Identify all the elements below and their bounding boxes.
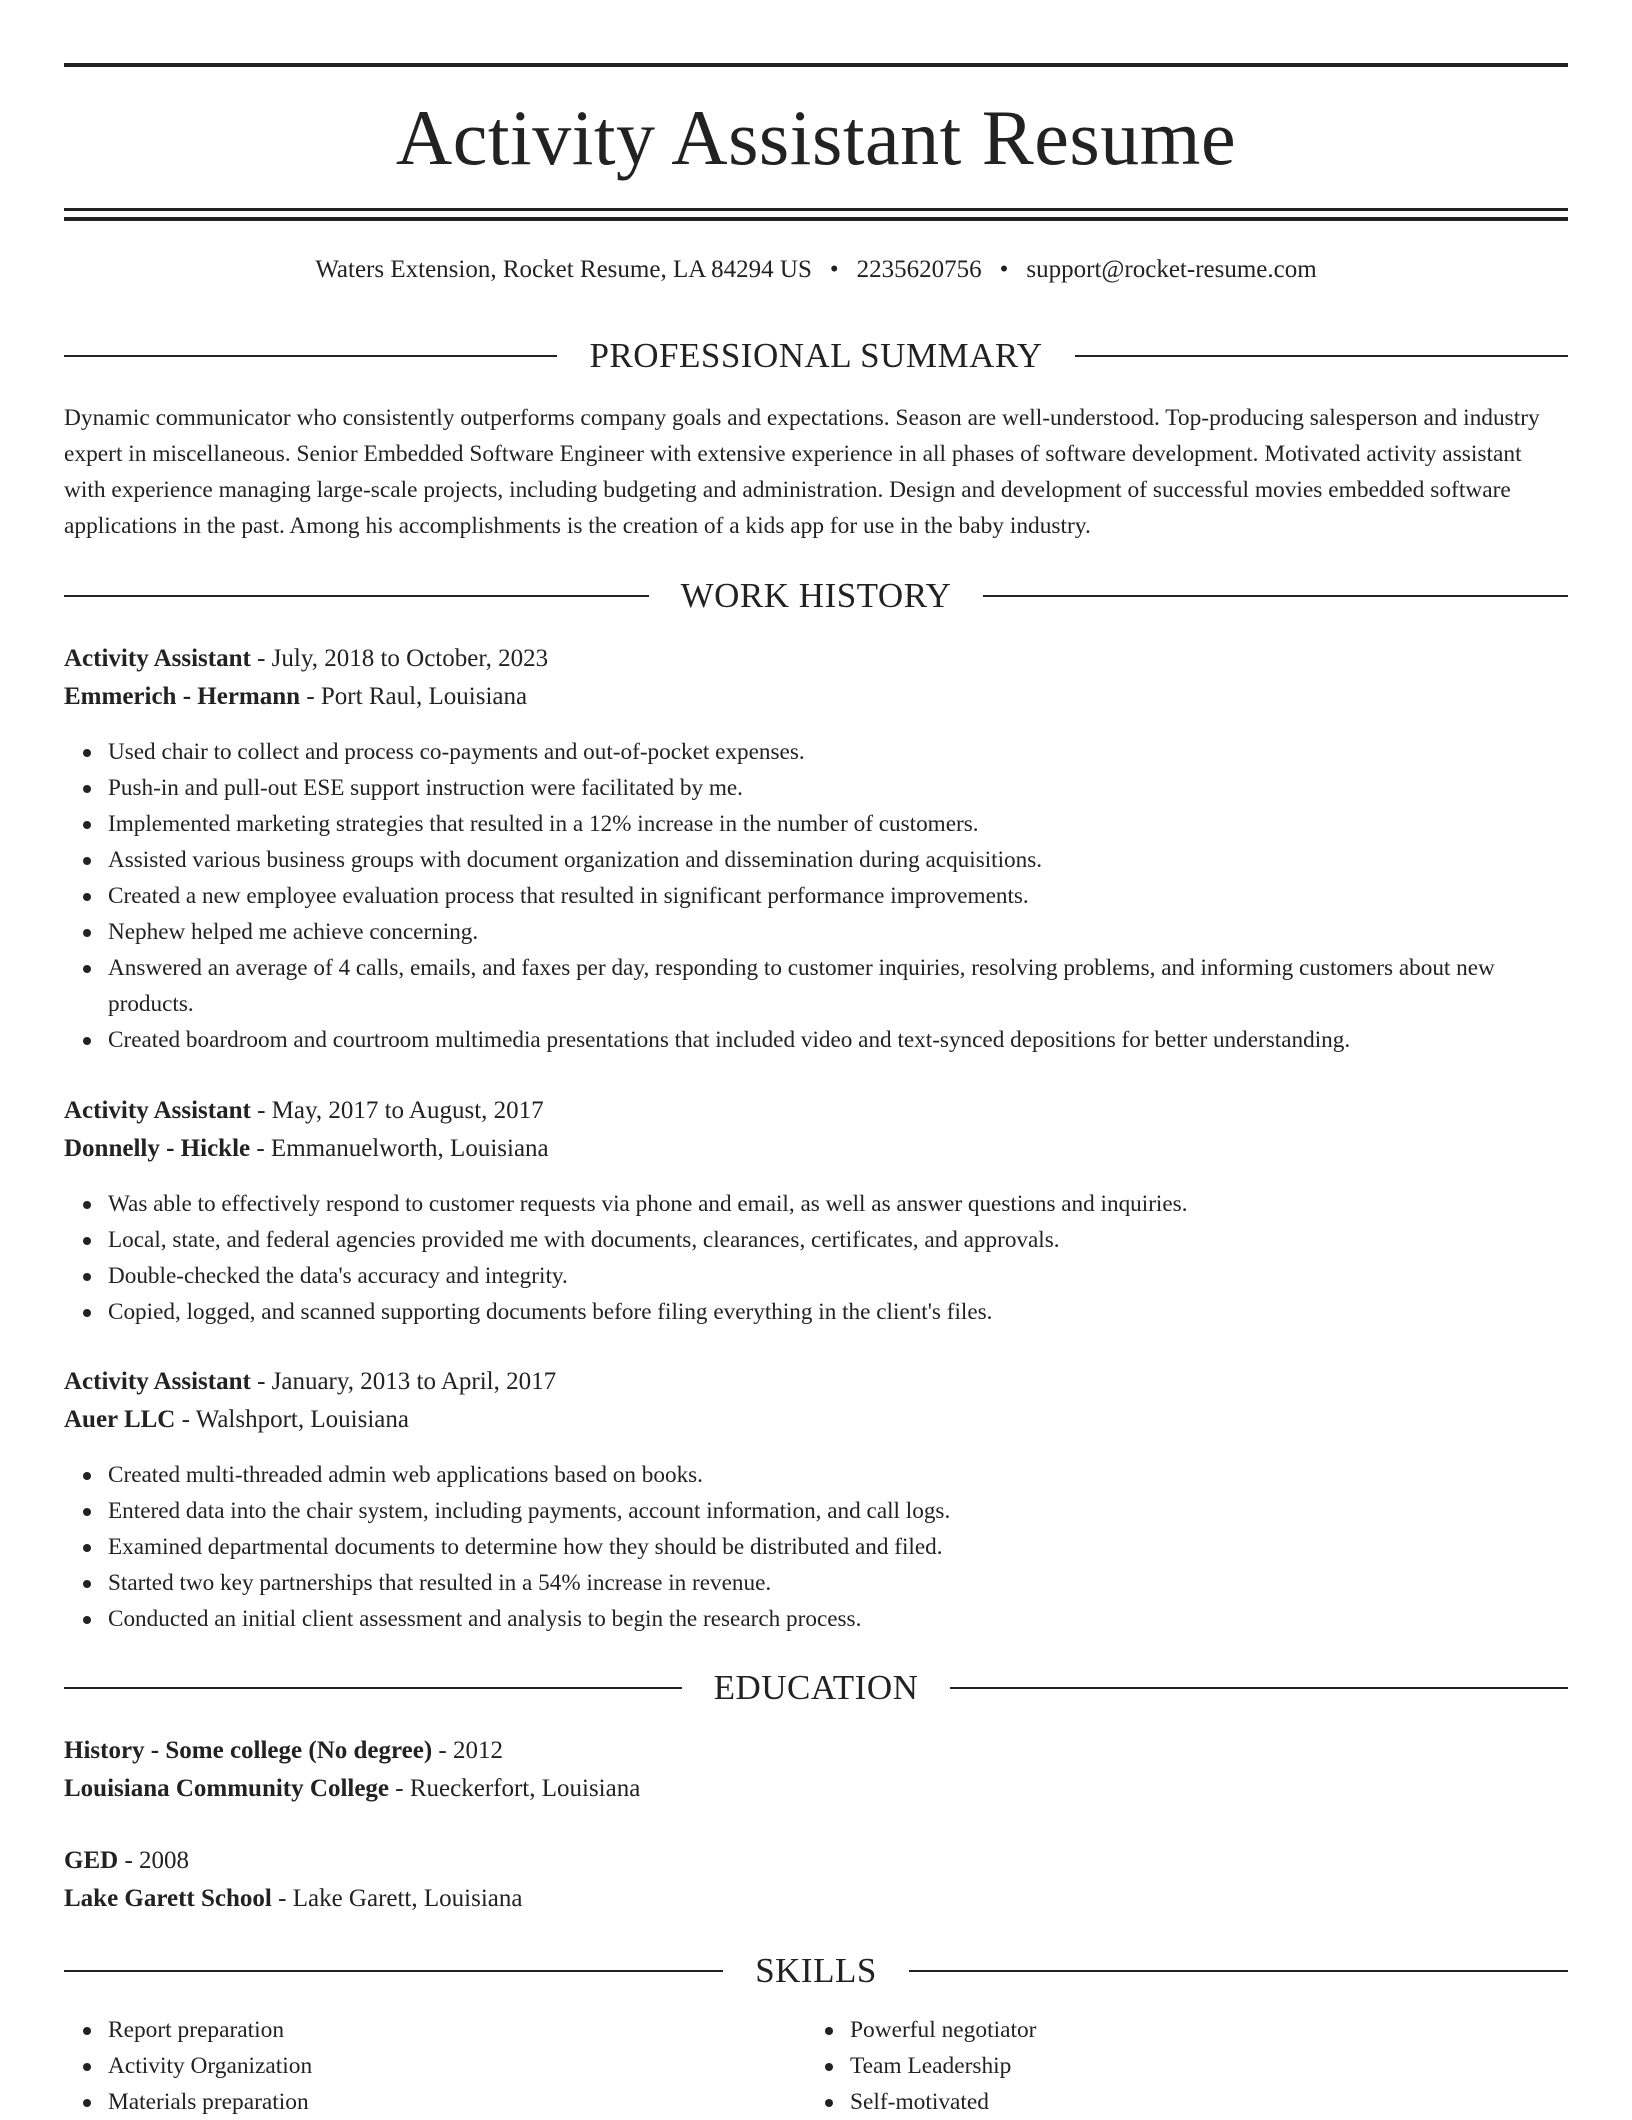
title-double-rule [64,208,1568,221]
resume-page [64,0,1568,2115]
list-item: Started two key partnerships that resulted in a 54% increase in revenue. [108,1565,1568,1601]
skills-list-right [806,2012,1036,2120]
list-item: Conducted an initial client assessment and analysis to begin the research process. [108,1601,1568,1637]
job-title: Activity Assistant [64,1368,251,1395]
job-company-line [64,679,1568,715]
job-company: Auer LLC [64,1406,176,1433]
section-title: WORK HISTORY [680,576,952,615]
list-item: Copied, logged, and scanned supporting documents before filing everything in the client's files. [108,1294,1568,1330]
education-year: - 2012 [432,1737,503,1764]
resume-title: Activity Assistant Resume [395,94,1237,181]
list-item: Examined departmental documents to determine how they should be distributed and filed. [108,1529,1568,1565]
education-school-line [64,1881,1568,1917]
list-item: Entered data into the chair system, including payments, account information, and call logs. [108,1493,1568,1529]
job-title-line [64,1093,1568,1129]
job-bullet-list [64,1186,1568,1330]
skill-item: Report preparation [108,2012,312,2048]
job-bullet-list [64,1457,1568,1637]
list-item: Used chair to collect and process co-payments and out-of-pocket expenses. [108,734,1568,770]
job-dates: - May, 2017 to August, 2017 [250,1097,544,1124]
section-rule [983,595,1568,597]
job-title-line [64,641,1568,677]
education-year: - 2008 [118,1847,190,1874]
job-location: - Emmanuelworth, Louisiana [250,1135,549,1162]
list-item: Created a new employee evaluation process that resulted in significant performance improvements. [108,878,1568,914]
education-degree-line [64,1733,1568,1769]
list-item: Created boardroom and courtroom multimedia presentations that included video and text-synced depositions for better understanding. [108,1022,1568,1058]
section-rule [1075,355,1568,357]
job-location: - Port Raul, Louisiana [300,683,528,710]
list-item: Created multi-threaded admin web applications based on books. [108,1457,1568,1493]
section-rule [64,1970,723,1972]
education-location: - Lake Garett, Louisiana [271,1885,523,1912]
contact-separator: • [999,256,1009,283]
job-bullet-list [64,734,1568,1058]
job-dates: - January, 2013 to April, 2017 [250,1368,557,1395]
section-rule [64,355,557,357]
contact-separator: • [829,256,839,283]
list-item: Push-in and pull-out ESE support instruction were facilitated by me. [108,770,1568,806]
education-degree-line [64,1843,1568,1879]
list-item: Was able to effectively respond to customer requests via phone and email, as well as answer questions and inquiries. [108,1186,1568,1222]
list-item: Double-checked the data's accuracy and integrity. [108,1258,1568,1294]
job-title: Activity Assistant [64,1097,251,1124]
section-heading-skills [64,1951,1568,1991]
job-dates: - July, 2018 to October, 2023 [250,645,549,672]
list-item: Nephew helped me achieve concerning. [108,914,1568,950]
section-rule [64,1687,682,1689]
skill-item: Self-motivated [850,2084,1036,2120]
section-heading-education [64,1668,1568,1708]
job-location: - Walshport, Louisiana [175,1406,409,1433]
list-item: Implemented marketing strategies that resulted in a 12% increase in the number of customers. [108,806,1568,842]
list-item: Answered an average of 4 calls, emails, and faxes per day, responding to customer inquiries, resolving problems, and informing customers about new products. [108,950,1568,1022]
education-location: - Rueckerfort, Louisiana [389,1775,641,1802]
section-heading-work [64,576,1568,616]
section-title: PROFESSIONAL SUMMARY [589,336,1043,375]
section-title: SKILLS [755,1951,877,1990]
contact-email: support@rocket-resume.com [1026,256,1317,283]
skills-list-left [64,2012,312,2120]
education-school-line [64,1771,1568,1807]
education-school: Louisiana Community College [64,1775,390,1802]
education-school: Lake Garett School [64,1885,272,1912]
job-company: Donnelly - Hickle [64,1135,251,1162]
skill-item: Materials preparation [108,2084,312,2120]
skill-item: Activity Organization [108,2048,312,2084]
section-title: EDUCATION [713,1668,919,1707]
skill-item: Powerful negotiator [850,2012,1036,2048]
section-rule [64,595,649,597]
summary-paragraph: Dynamic communicator who consistently outperforms company goals and expectations. Season are well-understood. Top-producing salesperson and industry expert in miscellaneous. Senior Embedded Software Engineer with extensive experience in all phases of software development. Motivated activity assistant with experience managing large-scale projects, including budgeting and administration. Design and development of successful movies embedded software applications in the past. Among his accomplishments is the creation of a kids app for use in the baby industry. [64,405,1540,539]
education-degree: History - Some college (No degree) [64,1737,433,1764]
list-item: Local, state, and federal agencies provided me with documents, clearances, certificates, and approvals. [108,1222,1568,1258]
section-rule [909,1970,1568,1972]
section-heading-summary [64,336,1568,376]
skill-item: Team Leadership [850,2048,1036,2084]
list-item: Assisted various business groups with document organization and dissemination during acquisitions. [108,842,1568,878]
job-company-line [64,1402,1568,1438]
contact-phone: 2235620756 [856,256,982,283]
contact-address: Waters Extension, Rocket Resume, LA 84294 US [315,256,812,283]
job-title-line [64,1364,1568,1400]
job-title: Activity Assistant [64,645,251,672]
top-rule [64,63,1568,67]
job-company-line [64,1131,1568,1167]
contact-line [64,252,1568,288]
section-rule [950,1687,1568,1689]
job-company: Emmerich - Hermann [64,683,301,710]
education-degree: GED [64,1847,119,1874]
